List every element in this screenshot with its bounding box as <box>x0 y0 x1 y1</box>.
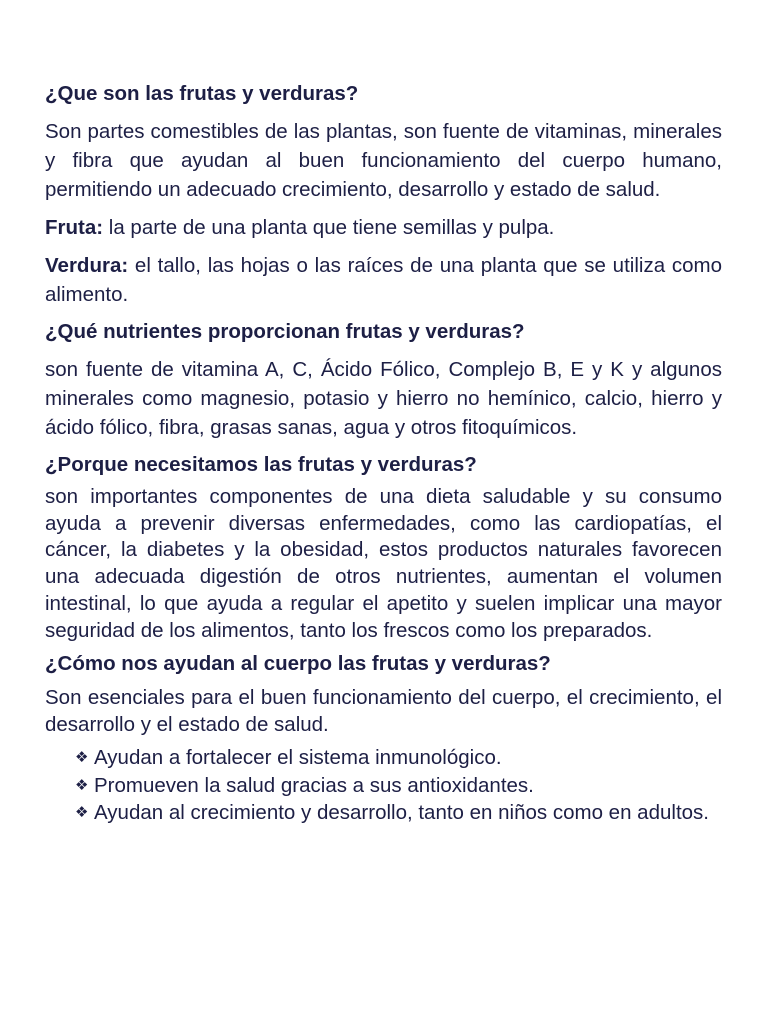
diamond-bullet-icon: ❖ <box>75 803 89 822</box>
list-item-text: Promueven la salud gracias a sus antioxidantes. <box>94 773 534 797</box>
paragraph-nutrientes: son fuente de vitamina A, C, Ácido Fólico, Complejo B, E y K y algunos minerales como magnesio, potasio y hierro no hemínico, calcio, hierro y ácido fólico, fibra, grasas sanas, agua y otros fitoquímicos. <box>45 358 722 439</box>
document-content <box>45 80 722 827</box>
list-item <box>75 744 722 772</box>
definition-fruta <box>45 213 722 242</box>
list-item <box>75 799 722 827</box>
paragraph-como-ayudan: Son esenciales para el buen funcionamiento del cuerpo, el crecimiento, el desarrollo y el estado de salud. <box>45 686 722 737</box>
diamond-bullet-icon: ❖ <box>75 775 89 794</box>
heading-nutrientes: ¿Qué nutrientes proporcionan frutas y verduras? <box>45 320 525 343</box>
definition-verdura <box>45 251 722 309</box>
definition-term: Fruta: <box>45 216 104 239</box>
heading-porque: ¿Porque necesitamos las frutas y verduras? <box>45 453 477 476</box>
definition-text: la parte de una planta que tiene semillas y pulpa. <box>103 216 555 239</box>
heading-como-ayudan: ¿Cómo nos ayudan al cuerpo las frutas y verduras? <box>45 652 551 676</box>
diamond-bullet-icon: ❖ <box>75 748 89 767</box>
list-item-text: Ayudan a fortalecer el sistema inmunológico. <box>94 746 502 770</box>
list-item-text: Ayudan al crecimiento y desarrollo, tanto en niños como en adultos. <box>94 801 709 825</box>
paragraph-que-son: Son partes comestibles de las plantas, son fuente de vitaminas, minerales y fibra que ayudan al buen funcionamiento del cuerpo humano, permitiendo un adecuado crecimiento, desarrollo y estado de salud. <box>45 120 722 201</box>
definition-text: el tallo, las hojas o las raíces de una planta que se utiliza como alimento. <box>45 254 722 306</box>
definition-term: Verdura: <box>45 254 129 277</box>
heading-que-son: ¿Que son las frutas y verduras? <box>45 82 359 105</box>
paragraph-porque: son importantes componentes de una dieta saludable y su consumo ayuda a prevenir diversas enfermedades, como las cardiopatías, el cáncer, la diabetes y la obesidad, estos productos naturales favorecen una adecuada digestión de otros nutrientes, aumentan el volumen intestinal, lo que ayuda a regular el apetito y suelen implicar una mayor seguridad de los alimentos, tanto los frescos como los preparados. <box>45 485 722 642</box>
benefits-list <box>45 744 722 827</box>
list-item <box>75 772 722 800</box>
